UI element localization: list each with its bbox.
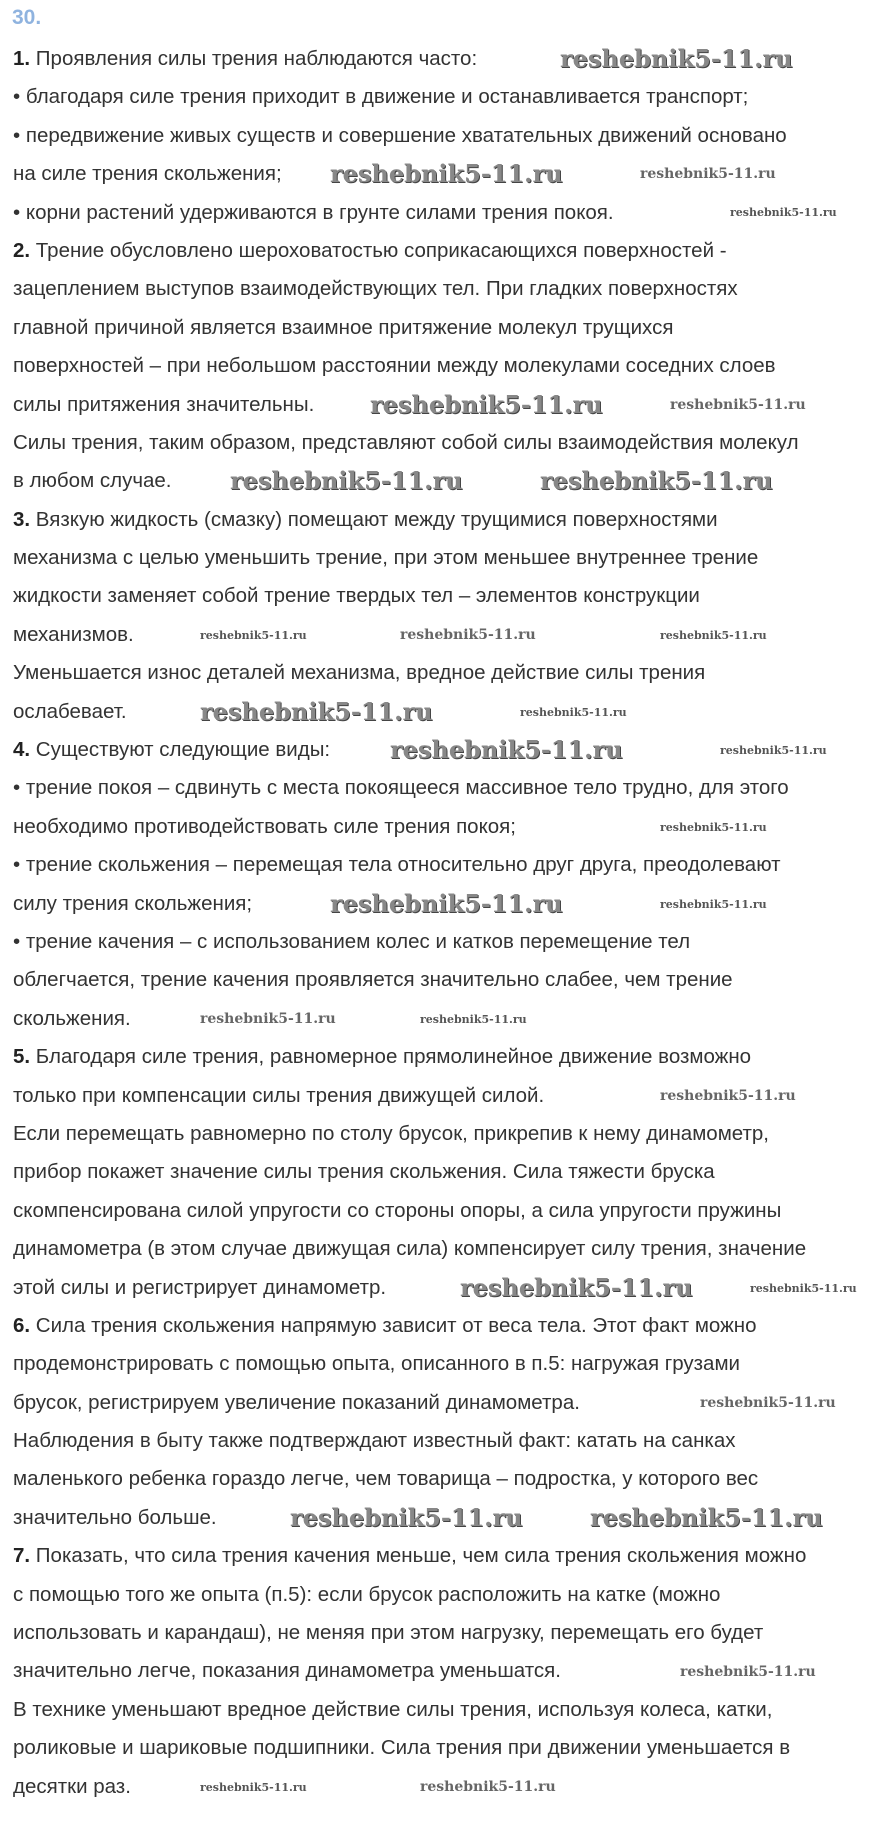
line-text: использовать и карандаш), не меняя при этом нагрузку, перемещать его будет [13,1621,764,1645]
line-text: • трение скольжения – перемещая тела относительно друг друга, преодолевают [13,853,781,877]
line-text: только при компенсации силы трения движущей силой. [13,1083,545,1107]
text-line [13,1345,883,1383]
watermark: reshebnik5-11.ru [520,706,627,719]
line-text: • благодаря силе трения приходит в движение и останавливается транспорт; [13,85,749,109]
section-heading: 30. [12,6,42,29]
text-line [13,270,883,308]
line-text: брусок, регистрируем увеличение показаний динамометра. [13,1390,580,1414]
line-text: Показать, что сила трения качения меньше, чем сила трения скольжения можно [30,1544,807,1568]
line-text: В технике уменьшают вредное действие силы трения, используя колеса, катки, [13,1697,773,1721]
line-text: Наблюдения в быту также подтверждают известный факт: катать на санках [13,1429,736,1453]
line-text: • передвижение живых существ и совершение хватательных движений основано [13,123,787,147]
line-text: • трение покоя – сдвинуть с места покоящееся массивное тело трудно, для этого [13,776,789,800]
text-line [13,923,883,961]
text-line [13,1307,883,1345]
watermark: reshebnik5-11.ru [750,1282,857,1295]
text-line [13,117,883,155]
line-text: механизмов. [13,622,134,646]
watermark: reshebnik5-11.ru [680,1664,816,1680]
text-line [13,1729,883,1767]
watermark: reshebnik5-11.ru [200,697,433,726]
line-text: поверхностей – при небольшом расстоянии между молекулами соседних слоев [13,354,776,378]
text-line [13,846,883,884]
watermark: reshebnik5-11.ru [400,627,536,643]
text-line [13,78,883,116]
line-text: необходимо противодействовать силе трения покоя; [13,814,516,838]
item-number: 4. [13,738,31,762]
watermark: reshebnik5-11.ru [660,629,767,642]
text-line [13,769,883,807]
watermark: reshebnik5-11.ru [200,1011,336,1027]
line-text: Если перемещать равномерно по столу брусок, прикрепив к нему динамометр, [13,1121,769,1145]
item-number: 7. [13,1544,31,1568]
item-number: 3. [13,507,31,531]
item-number: 6. [13,1313,31,1337]
line-text: продемонстрировать с помощью опыта, описанного в п.5: нагружая грузами [13,1352,740,1376]
text-line [13,1614,883,1652]
watermark: reshebnik5-11.ru [660,821,767,834]
line-text: прибор покажет значение силы трения скольжения. Сила тяжести бруска [13,1160,715,1184]
watermark: reshebnik5-11.ru [700,1395,836,1411]
line-text: Сила трения скольжения напрямую зависит от веса тела. Этот факт можно [30,1313,757,1337]
text-line [13,1153,883,1191]
line-text: Вязкую жидкость (смазку) помещают между трущимися поверхностями [30,507,718,531]
line-text: скомпенсирована силой упругости со стороны опоры, а сила упругости пружины [13,1198,782,1222]
line-text: Трение обусловлено шероховатостью соприкасающихся поверхностей - [30,238,727,262]
line-text: силы притяжения значительны. [13,392,315,416]
watermark: reshebnik5-11.ru [200,629,307,642]
line-text: зацеплением выступов взаимодействующих тел. При гладких поверхностях [13,277,738,301]
watermark: reshebnik5-11.ru [560,44,793,73]
text-line [13,309,883,347]
line-text: • корни растений удерживаются в грунте силами трения покоя. [13,200,614,224]
line-text: значительно легче, показания динамометра уменьшатся. [13,1659,561,1683]
text-line [13,1460,883,1498]
line-text: Силы трения, таким образом, представляют собой силы взаимодействия молекул [13,430,799,454]
watermark: reshebnik5-11.ru [670,397,806,413]
line-text: ослабевает. [13,699,127,723]
watermark: reshebnik5-11.ru [460,1273,693,1302]
line-text: жидкости заменяет собой трение твердых тел – элементов конструкции [13,584,700,608]
text-line [13,1537,883,1575]
text-line [13,961,883,999]
line-text: динамометра (в этом случае движущая сила) компенсирует силу трения, значение [13,1237,807,1261]
watermark: reshebnik5-11.ru [640,166,776,182]
watermark: reshebnik5-11.ru [730,206,837,219]
text-line [13,1230,883,1268]
watermark: reshebnik5-11.ru [330,889,563,918]
line-text: Уменьшается износ деталей механизма, вредное действие силы трения [13,661,706,685]
document-body [13,40,883,1806]
watermark: reshebnik5-11.ru [590,1503,823,1532]
line-text: этой силы и регистрирует динамометр. [13,1275,387,1299]
watermark: reshebnik5-11.ru [230,466,463,495]
text-line [13,539,883,577]
text-line [13,1422,883,1460]
watermark: reshebnik5-11.ru [330,159,563,188]
text-line [13,347,883,385]
line-text: Проявления силы трения наблюдаются часто: [30,47,478,70]
text-line [13,1115,883,1153]
line-text: на силе трения скольжения; [13,162,282,186]
line-text: Благодаря силе трения, равномерное прямолинейное движение возможно [30,1045,752,1069]
line-text: облегчается, трение качения проявляется значительно слабее, чем трение [13,968,733,992]
watermark: reshebnik5-11.ru [390,735,623,764]
watermark: reshebnik5-11.ru [200,1781,307,1794]
line-text: Существуют следующие виды: [30,738,331,762]
text-line [13,1192,883,1230]
text-line [13,232,883,270]
item-number: 5. [13,1045,31,1069]
text-line [13,693,883,731]
watermark: reshebnik5-11.ru [290,1503,523,1532]
line-text: скольжения. [13,1006,131,1030]
text-line [13,1038,883,1076]
watermark: reshebnik5-11.ru [540,466,773,495]
text-line [13,1691,883,1729]
text-line [13,501,883,539]
watermark: reshebnik5-11.ru [370,390,603,419]
line-text: механизма с целью уменьшить трение, при этом меньшее внутреннее трение [13,546,759,570]
line-text: главной причиной является взаимное притяжение молекул трущихся [13,315,674,339]
line-text: десятки раз. [13,1774,131,1798]
text-line [13,654,883,692]
item-number: 1. [13,47,31,70]
line-text: с помощью того же опыта (п.5): если брусок расположить на катке (можно [13,1582,721,1606]
line-text: • трение качения – с использованием колес и катков перемещение тел [13,929,691,953]
watermark: reshebnik5-11.ru [660,1088,796,1104]
watermark: reshebnik5-11.ru [420,1779,556,1795]
watermark: reshebnik5-11.ru [720,744,827,757]
text-line [13,424,883,462]
line-text: силу трения скольжения; [13,891,253,915]
line-text: маленького ребенка гораздо легче, чем товарища – подростка, у которого вес [13,1467,759,1491]
line-text: роликовые и шариковые подшипники. Сила трения при движении уменьшается в [13,1736,791,1760]
line-text: в любом случае. [13,469,172,493]
watermark: reshebnik5-11.ru [660,898,767,911]
text-line [13,577,883,615]
watermark: reshebnik5-11.ru [420,1013,527,1026]
line-text: значительно больше. [13,1505,217,1529]
item-number: 2. [13,238,31,262]
text-line [13,1576,883,1614]
